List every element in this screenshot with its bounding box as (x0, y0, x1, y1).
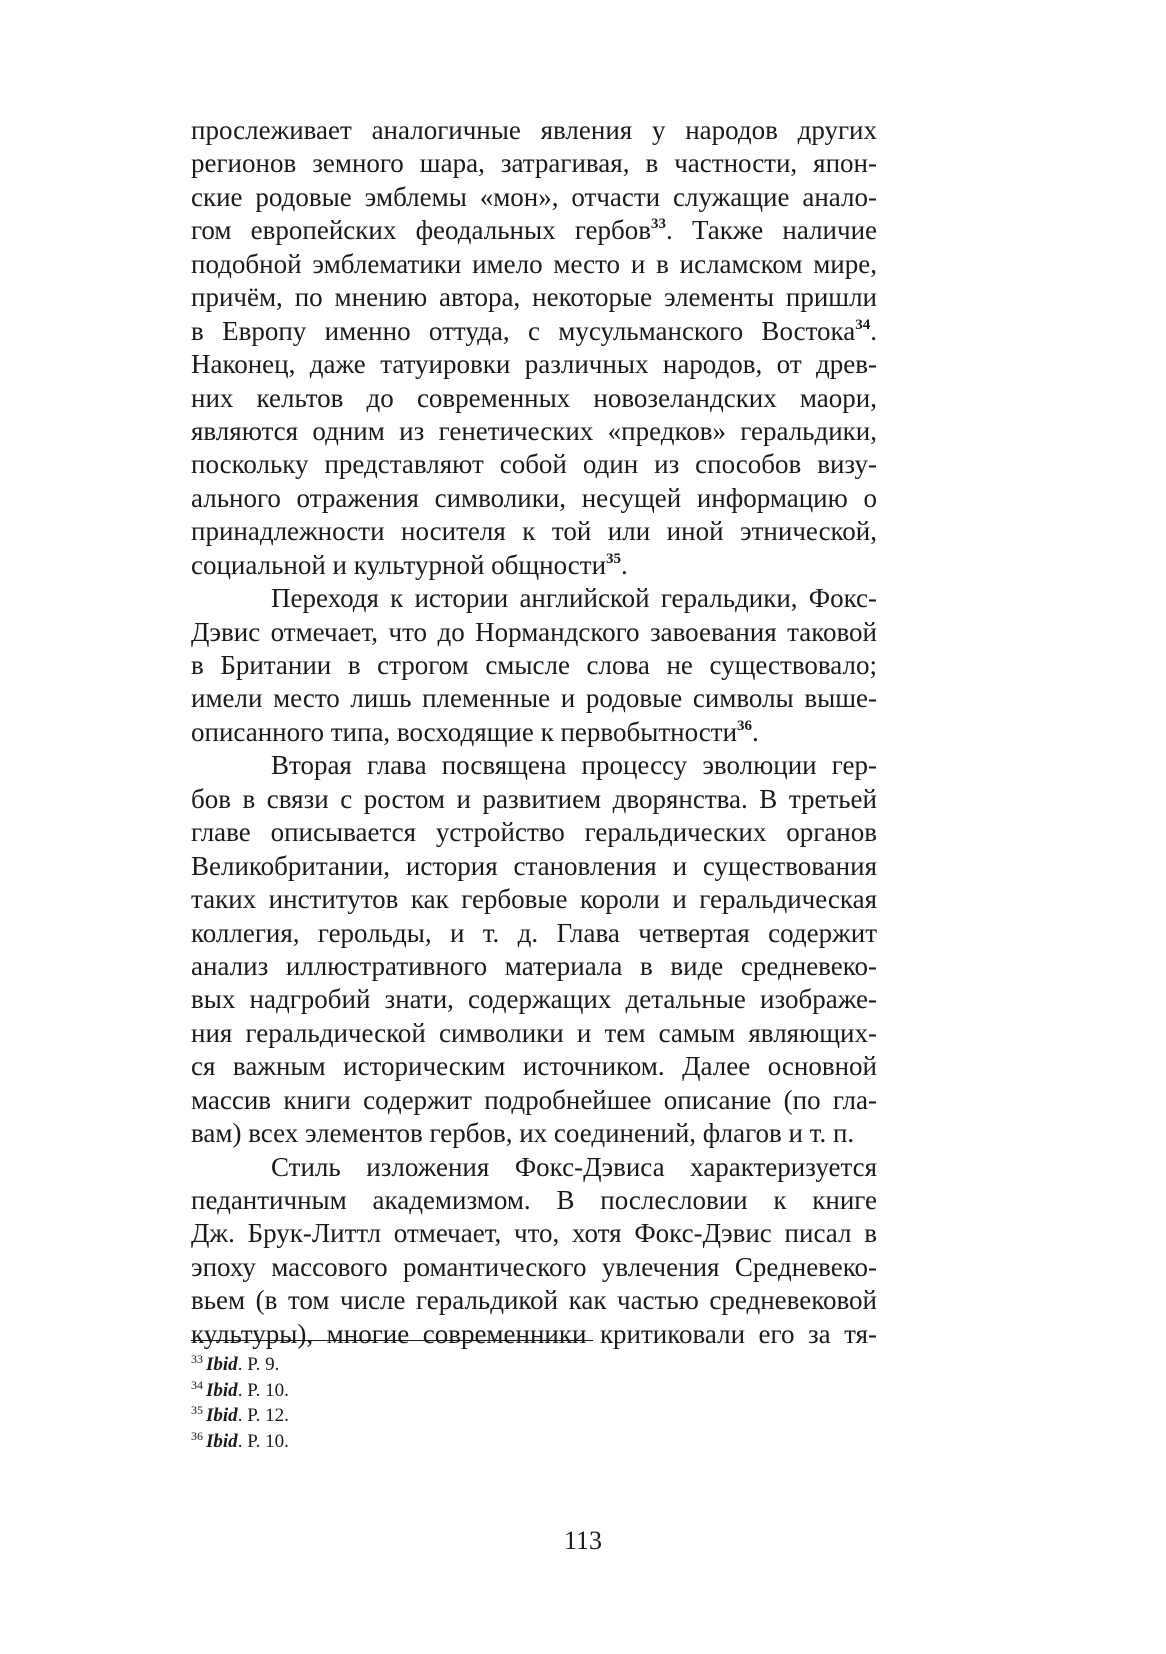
text-line: подобной эмблематики имело место и в исламском мире, (191, 248, 877, 279)
text-line (191, 549, 877, 582)
text-line: ские родовые эмблемы «мон», отчасти служащие анало- (191, 181, 877, 212)
text-line: Дж. Брук-Литтл отмечает, что, хотя Фокс-Дэвис писал в (191, 1218, 877, 1249)
footnote-separator (191, 1340, 593, 1341)
text-line: в Британии в строгом смысле слова не существовало; (191, 650, 877, 680)
footnote-ref: 36 (737, 717, 753, 734)
footnote (191, 1403, 691, 1429)
text-line: ального отражения символики, несущей информацию о (191, 482, 877, 513)
text-line: массив книги содержит подробнейшее описание (по гла- (191, 1084, 877, 1115)
footnote-text: . P. 10. (237, 1430, 289, 1452)
page-number: 113 (563, 1526, 603, 1555)
text-line: главе описывается устройство геральдических органов (191, 817, 877, 848)
text-line: прослеживает аналогичные явления у народов других (191, 115, 877, 145)
text-line: педантичным академизмом. В послесловии к книге (191, 1185, 877, 1215)
footnote-ref-title: Ibid (206, 1379, 238, 1401)
footnote-text: . P. 12. (237, 1405, 289, 1426)
text-line: эпоху массового романтического увлечения Средневеко- (191, 1251, 877, 1282)
body-text (191, 114, 877, 1351)
text-line: ся важным историческим источником. Далее основной (191, 1051, 877, 1082)
footnote-text: . P. 9. (237, 1354, 280, 1375)
text-line: вых надгробий знати, содержащих детальные изображе- (191, 984, 877, 1015)
footnote-ref-title: Ibid (206, 1354, 238, 1375)
footnote-ref: 35 (606, 550, 622, 567)
text-line: Наконец, даже татуировки различных народов, от древ- (191, 349, 877, 380)
text-line: Вторая глава посвящена процессу эволюции гер- (271, 750, 877, 781)
footnotes (191, 1352, 691, 1454)
text-line: принадлежности носителя к той или иной этнической, (191, 516, 877, 547)
text-line: анализ иллюстративного материала в виде средневеко- (191, 950, 877, 981)
footnote-ref-title: Ibid (206, 1430, 238, 1452)
footnote (191, 1352, 691, 1378)
text-segment: в Европу именно оттуда, с мусульманского Востока (191, 315, 856, 346)
text-line: поскольку представляют собой один из способов визу- (191, 449, 877, 480)
footnote-number: 34 (191, 1377, 203, 1392)
text-segment: . (752, 716, 759, 747)
footnote-number: 36 (191, 1428, 203, 1443)
text-segment: гом европейских феодальных гербов (191, 215, 652, 246)
text-line (191, 315, 877, 348)
text-line: Дэвис отмечает, что до Нормандского завоевания таковой (191, 616, 877, 647)
text-line: коллегия, герольды, и т. д. Глава четвертая содержит (191, 917, 877, 948)
text-line (191, 716, 877, 749)
text-line: имели место лишь племенные и родовые символы выше- (191, 683, 877, 714)
text-line (191, 214, 877, 247)
footnote-number: 33 (191, 1352, 203, 1366)
text-line: них кельтов до современных новозеландских маори, (191, 382, 877, 413)
footnote-text: . P. 10. (237, 1379, 289, 1401)
text-line: причём, по мнению автора, некоторые элементы пришли (191, 282, 877, 313)
footnote-ref-title: Ibid (206, 1405, 238, 1426)
footnote-number: 35 (191, 1403, 203, 1417)
footnote-ref: 34 (855, 316, 871, 333)
footnote (191, 1378, 691, 1404)
text-line: Великобритании, история становления и существования (191, 850, 877, 881)
text-segment: . (870, 315, 877, 346)
text-segment: описанного типа, восходящие к первобытности (191, 716, 738, 747)
text-line: бов в связи с ростом и развитием дворянства. В третьей (191, 783, 877, 814)
text-line: являются одним из генетических «предков» геральдики, (191, 415, 877, 446)
footnote-ref: 33 (651, 216, 667, 233)
footnote (191, 1429, 691, 1455)
text-line: культуры), многие современники критиковали его за тя- (191, 1318, 877, 1349)
text-line: вьем (в том числе геральдикой как частью средневековой (191, 1285, 877, 1316)
text-line: вам) всех элементов гербов, их соединений, флагов и т. п. (191, 1118, 855, 1149)
text-segment: . (621, 549, 628, 580)
text-line: Стиль изложения Фокс-Дэвиса характеризуется (271, 1151, 877, 1182)
text-segment: . Также наличие (666, 215, 878, 246)
text-line: Переходя к истории английской геральдики, Фокс- (271, 583, 877, 614)
text-line: таких институтов как гербовые короли и геральдическая (191, 884, 877, 915)
text-line: регионов земного шара, затрагивая, в частности, япон- (191, 148, 877, 179)
text-line: ния геральдической символики и тем самым являющих- (191, 1017, 877, 1048)
text-segment: социальной и культурной общности (191, 549, 607, 580)
